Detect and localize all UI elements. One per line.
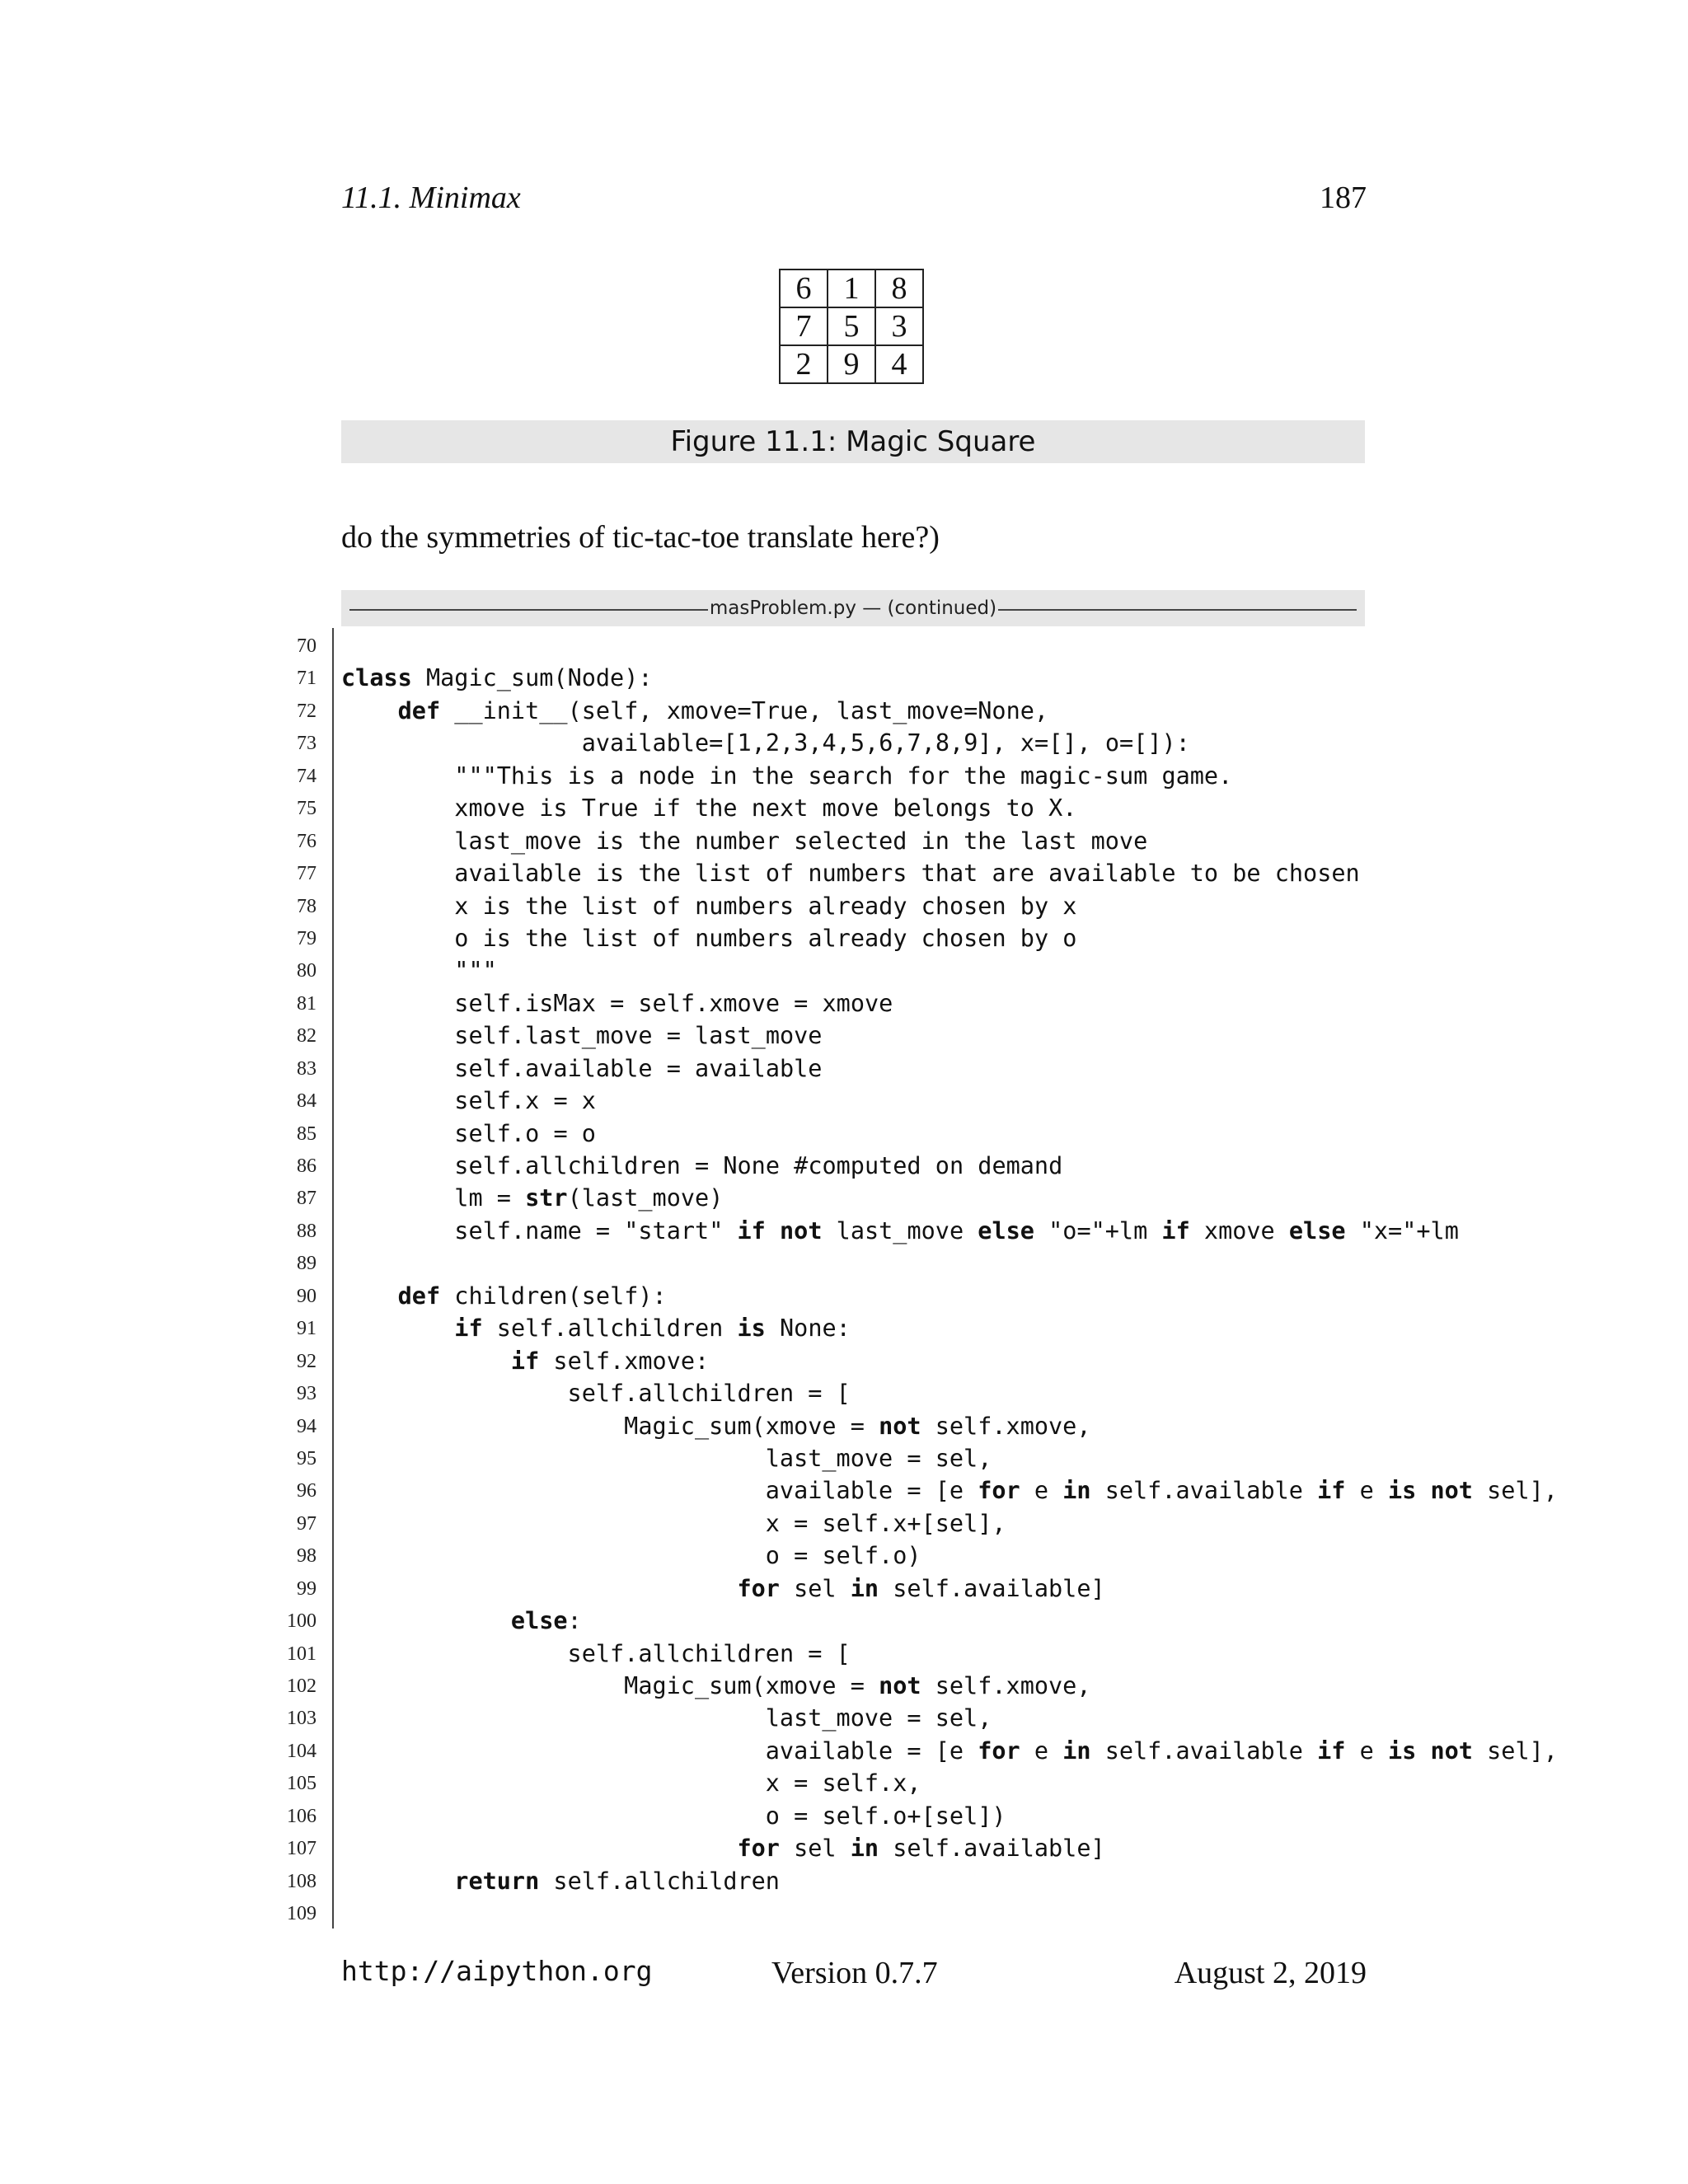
code-line bbox=[0, 1765, 1688, 1797]
code-text: lm = str(last_move) bbox=[454, 1184, 724, 1212]
code-line bbox=[0, 758, 1688, 790]
table-cell: 8 bbox=[875, 269, 923, 307]
code-line bbox=[0, 628, 1688, 660]
line-number: 86 bbox=[297, 1155, 316, 1177]
code-text: def __init__(self, xmove=True, last_move=None, bbox=[397, 696, 1049, 724]
line-number: 104 bbox=[287, 1740, 316, 1762]
line-number: 95 bbox=[297, 1447, 316, 1469]
code-line bbox=[0, 1863, 1688, 1896]
code-line bbox=[0, 888, 1688, 921]
code-text: self.name = "start" if not last_move else "o="+lm if xmove else "x="+lm bbox=[454, 1216, 1459, 1244]
line-number: 97 bbox=[297, 1512, 316, 1535]
code-text: o is the list of numbers already chosen by o bbox=[454, 924, 1077, 952]
code-text: self.allchildren = [ bbox=[567, 1380, 851, 1408]
line-number: 96 bbox=[297, 1480, 316, 1502]
running-header-section: 11.1. Minimax bbox=[341, 180, 521, 215]
code-line bbox=[0, 1473, 1688, 1505]
table-row bbox=[780, 269, 923, 307]
code-line bbox=[0, 1636, 1688, 1668]
line-number: 91 bbox=[297, 1318, 316, 1340]
code-text: for sel in self.available] bbox=[737, 1574, 1105, 1602]
code-line bbox=[0, 986, 1688, 1018]
code-line bbox=[0, 693, 1688, 725]
line-number: 77 bbox=[297, 863, 316, 885]
listing-title: masProblem.py — (continued) bbox=[709, 598, 997, 619]
code-text: available is the list of numbers that are available to be chosen bbox=[454, 860, 1360, 888]
code-text: o = self.o+[sel]) bbox=[765, 1802, 1006, 1830]
table-cell: 7 bbox=[780, 307, 828, 345]
code-text: if self.xmove: bbox=[510, 1347, 710, 1375]
code-text: self.available = available bbox=[454, 1054, 823, 1082]
code-line bbox=[0, 1733, 1688, 1765]
code-line bbox=[0, 1310, 1688, 1343]
code-text: def children(self): bbox=[397, 1282, 667, 1310]
line-number: 71 bbox=[297, 668, 316, 690]
table-cell: 1 bbox=[828, 269, 875, 307]
listing-rule-right bbox=[998, 609, 1357, 611]
code-text: available = [e for e in self.available if e is not sel], bbox=[765, 1477, 1558, 1505]
table-cell: 9 bbox=[828, 345, 875, 383]
body-paragraph: do the symmetries of tic-tac-toe translate here?) bbox=[341, 520, 940, 555]
code-line bbox=[0, 1506, 1688, 1538]
table-cell: 4 bbox=[875, 345, 923, 383]
line-number: 98 bbox=[297, 1545, 316, 1568]
code-text: self.last_move = last_move bbox=[454, 1022, 823, 1050]
table-cell: 2 bbox=[780, 345, 828, 383]
line-number: 107 bbox=[287, 1838, 316, 1860]
line-number: 78 bbox=[297, 895, 316, 917]
table-cell: 5 bbox=[828, 307, 875, 345]
table-cell: 3 bbox=[875, 307, 923, 345]
line-number: 70 bbox=[297, 635, 316, 657]
code-text: xmove is True if the next move belongs to X. bbox=[454, 794, 1077, 823]
code-text: x = self.x, bbox=[765, 1769, 921, 1797]
code-text: x is the list of numbers already chosen by x bbox=[454, 892, 1077, 920]
figure-caption-text: Figure 11.1: Magic Square bbox=[670, 425, 1036, 458]
line-number: 88 bbox=[297, 1220, 316, 1242]
code-line bbox=[0, 1408, 1688, 1441]
code-text: return self.allchildren bbox=[454, 1867, 780, 1895]
code-line bbox=[0, 1245, 1688, 1277]
code-text: class Magic_sum(Node): bbox=[341, 664, 653, 692]
table-row bbox=[780, 345, 923, 383]
code-line bbox=[0, 1051, 1688, 1083]
table-row bbox=[780, 307, 923, 345]
code-text: Magic_sum(xmove = not self.xmove, bbox=[624, 1672, 1091, 1699]
code-text: """ bbox=[454, 957, 497, 985]
code-text: self.isMax = self.xmove = xmove bbox=[454, 989, 893, 1017]
code-text: """This is a node in the search for the magic-sum game. bbox=[454, 762, 1233, 790]
code-line bbox=[0, 790, 1688, 823]
line-number: 93 bbox=[297, 1383, 316, 1405]
page-number: 187 bbox=[1320, 180, 1367, 215]
code-line bbox=[0, 1571, 1688, 1603]
line-number: 75 bbox=[297, 798, 316, 820]
code-line bbox=[0, 1830, 1688, 1863]
magic-square-table bbox=[779, 269, 924, 384]
code-line bbox=[0, 660, 1688, 692]
code-line bbox=[0, 1116, 1688, 1148]
line-number: 108 bbox=[287, 1870, 316, 1892]
line-number: 72 bbox=[297, 700, 316, 722]
line-number: 82 bbox=[297, 1025, 316, 1047]
code-line bbox=[0, 1018, 1688, 1050]
code-line bbox=[0, 855, 1688, 888]
code-text: o = self.o) bbox=[765, 1542, 921, 1570]
code-text: Magic_sum(xmove = not self.xmove, bbox=[624, 1412, 1091, 1440]
line-number: 73 bbox=[297, 733, 316, 755]
line-number: 92 bbox=[297, 1350, 316, 1372]
footer-url: http://aipython.org bbox=[341, 1955, 653, 1987]
line-number: 109 bbox=[287, 1903, 316, 1925]
line-number: 100 bbox=[287, 1610, 316, 1633]
code-line bbox=[0, 1278, 1688, 1310]
code-text: self.allchildren = None #computed on demand bbox=[454, 1152, 1063, 1179]
code-text: last_move = sel, bbox=[765, 1704, 992, 1732]
table-cell: 6 bbox=[780, 269, 828, 307]
code-line bbox=[0, 953, 1688, 985]
code-text: x = self.x+[sel], bbox=[765, 1509, 1006, 1537]
code-line bbox=[0, 725, 1688, 757]
line-number: 89 bbox=[297, 1253, 316, 1275]
code-line bbox=[0, 1603, 1688, 1635]
line-number: 85 bbox=[297, 1122, 316, 1145]
footer-date: August 2, 2019 bbox=[1174, 1956, 1367, 1990]
code-text: self.o = o bbox=[454, 1119, 596, 1147]
code-line bbox=[0, 1148, 1688, 1180]
line-number: 74 bbox=[297, 765, 316, 787]
line-number: 99 bbox=[297, 1577, 316, 1600]
code-text: last_move is the number selected in the last move bbox=[454, 827, 1148, 855]
line-number: 103 bbox=[287, 1708, 316, 1730]
code-text: else: bbox=[510, 1607, 582, 1635]
code-line bbox=[0, 1441, 1688, 1473]
code-line bbox=[0, 1896, 1688, 1928]
code-line bbox=[0, 1668, 1688, 1700]
code-text: self.allchildren = [ bbox=[567, 1639, 851, 1667]
figure-caption bbox=[341, 420, 1365, 463]
code-line bbox=[0, 823, 1688, 855]
code-text: self.x = x bbox=[454, 1087, 596, 1115]
code-text: available=[1,2,3,4,5,6,7,8,9], x=[], o=[]): bbox=[581, 729, 1190, 757]
code-line bbox=[0, 1538, 1688, 1570]
line-number: 81 bbox=[297, 992, 316, 1015]
code-text: available = [e for e in self.available if e is not sel], bbox=[765, 1736, 1558, 1765]
line-number: 106 bbox=[287, 1805, 316, 1827]
listing-rule-left bbox=[349, 609, 708, 611]
line-number: 102 bbox=[287, 1675, 316, 1697]
line-number: 94 bbox=[297, 1415, 316, 1437]
code-line bbox=[0, 1343, 1688, 1376]
code-listing bbox=[0, 628, 1688, 1929]
line-number: 84 bbox=[297, 1090, 316, 1113]
code-line bbox=[0, 1798, 1688, 1830]
code-line bbox=[0, 1376, 1688, 1408]
line-number: 101 bbox=[287, 1643, 316, 1665]
code-line bbox=[0, 1083, 1688, 1115]
line-number: 80 bbox=[297, 960, 316, 982]
code-line bbox=[0, 1213, 1688, 1245]
line-number: 90 bbox=[297, 1285, 316, 1307]
code-line bbox=[0, 1180, 1688, 1212]
code-line bbox=[0, 1700, 1688, 1732]
line-number: 87 bbox=[297, 1188, 316, 1210]
code-text: for sel in self.available] bbox=[737, 1835, 1105, 1863]
line-number: 76 bbox=[297, 830, 316, 852]
code-line bbox=[0, 921, 1688, 953]
line-number: 83 bbox=[297, 1057, 316, 1080]
line-number: 79 bbox=[297, 927, 316, 949]
code-text: if self.allchildren is None: bbox=[454, 1315, 851, 1343]
line-number: 105 bbox=[287, 1773, 316, 1795]
footer-version: Version 0.7.7 bbox=[771, 1956, 938, 1990]
listing-header bbox=[341, 590, 1365, 626]
code-text: last_move = sel, bbox=[765, 1444, 992, 1472]
